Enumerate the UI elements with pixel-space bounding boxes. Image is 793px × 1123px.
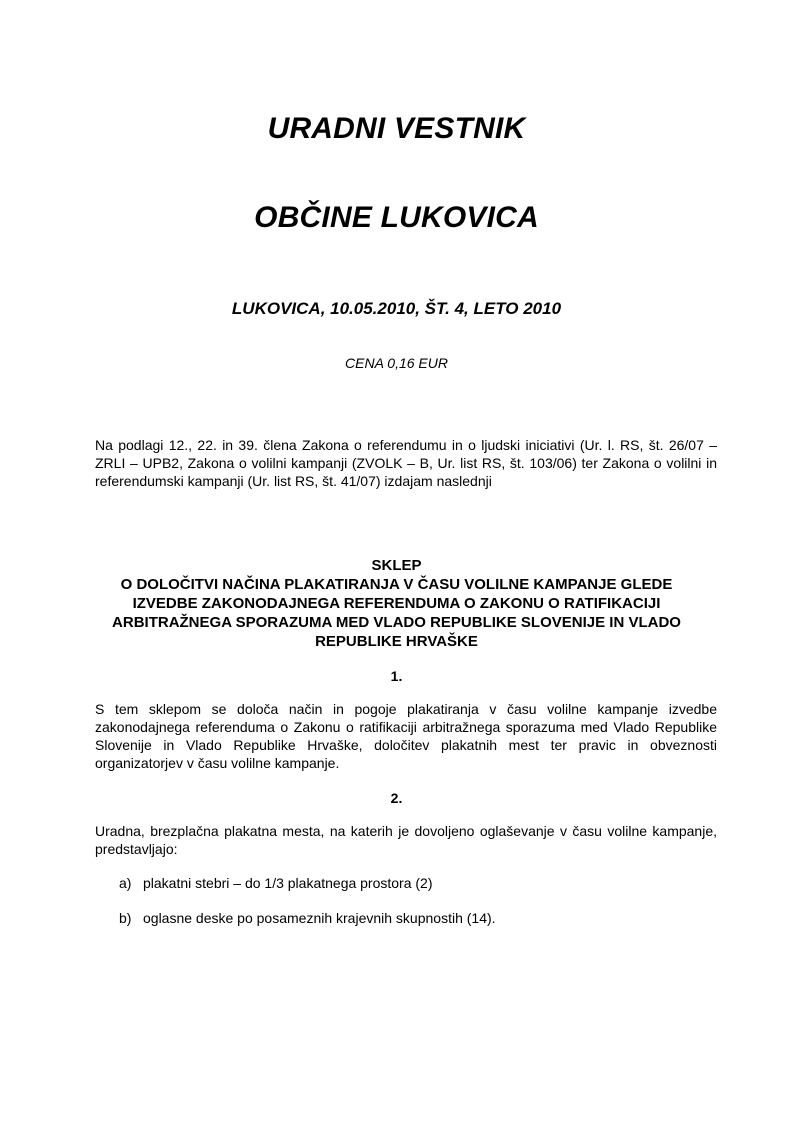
list-item-marker: b) [119,910,132,926]
decision-heading-line: O DOLOČITVI NAČINA PLAKATIRANJA V ČASU VOLILNE KAMPANJE GLEDE [120,576,673,593]
decision-heading [0,556,793,651]
list-item-text: plakatni stebri – do 1/3 plakatnega prostora (2) [143,875,433,891]
list-item-marker: a) [119,875,132,891]
price-line: CENA 0,16 EUR [345,355,448,371]
decision-heading-line: SKLEP [371,557,422,574]
list-item-text: oglasne deske po posameznih krajevnih skupnostih (14). [143,910,496,926]
issue-line: LUKOVICA, 10.05.2010, ŠT. 4, LETO 2010 [231,299,562,318]
preamble-paragraph: Na podlagi 12., 22. in 39. člena Zakona o referendumu in o ljudski iniciativi (Ur. l. RS, št. 26/07 – ZRLI – UPB2, Zakona o volilni kampanji (ZVOLK – B, Ur. list RS, št. 103/06) ter Zakona o volilni in referendumski kampanji (Ur. list RS, št. 41/07) izdajam naslednji [95,437,717,489]
article-1-number: 1. [390,668,403,684]
decision-heading-line: ARBITRAŽNEGA SPORAZUMA MED VLADO REPUBLIKE SLOVENIJE IN VLADO [112,614,681,631]
list-item [119,875,433,891]
list-item [119,910,496,926]
article-2-text: Uradna, brezplačna plakatna mesta, na katerih je dovoljeno oglaševanje v času volilne kampanje, predstavljajo: [95,823,717,857]
article-1-text: S tem sklepom se določa način in pogoje plakatiranja v času volilne kampanje izvedbe zakonodajnega referenduma o Zakonu o ratifikaciji arbitražnega sporazuma med Vlado Republike Slovenije in Vlado Republike Hrvaške, določitev plakatnih mest ter pravic in obveznosti organizatorjev v času volilne kampanje. [95,701,717,771]
gazette-title: URADNI VESTNIK [267,112,526,145]
municipality-title: OBČINE LUKOVICA [254,201,539,234]
decision-heading-line: IZVEDBE ZAKONODAJNEGA REFERENDUMA O ZAKONU O RATIFIKACIJI [132,595,661,612]
article-2-number: 2. [390,790,403,806]
decision-heading-line: REPUBLIKE HRVAŠKE [315,633,478,650]
